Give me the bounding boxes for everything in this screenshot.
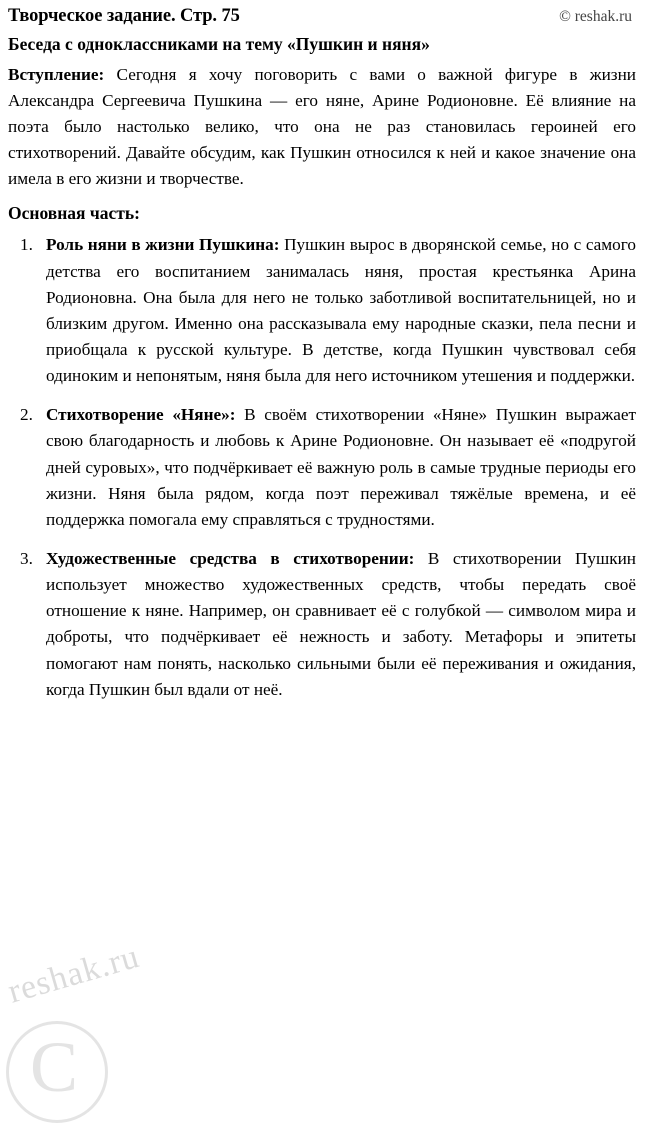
page-title: Творческое задание. Стр. 75	[8, 6, 240, 26]
list-item	[8, 232, 636, 389]
list-item-label: Стихотворение «Няне»:	[46, 405, 236, 425]
intro-paragraph	[8, 62, 636, 193]
list-item-text: В своём стихотворении «Няне» Пушкин выражает свою благодарность и любовь к Арине Родионовне. Он называет её «подругой дней суровых», что подчёркивает её важную роль в самые трудные периоды его жизни. Няня была рядом, когда поэт переживал тяжёлые времена, и её поддержка помогала ему справляться с трудностями.	[46, 405, 636, 529]
intro-text: Сегодня я хочу поговорить с вами о важной фигуре в жизни Александра Сергеевича Пушкина — его няне, Арине Родионовне. Её влияние на поэта было настолько велико, что она не раз становилась героиней его стихотворений. Давайте обсудим, как Пушкин относился к ней и какое значение она имела в его жизни и творчестве.	[8, 64, 636, 189]
list-item	[8, 546, 636, 703]
main-section-heading: Основная часть:	[8, 203, 140, 224]
watermark-word: reshak.ru	[4, 937, 144, 1011]
copyright-notice: © reshak.ru	[559, 8, 632, 25]
site-watermark	[0, 937, 230, 1135]
watermark-circle	[6, 1021, 108, 1123]
list-item-text: В стихотворении Пушкин использует множество художественных средств, чтобы передать своё отношение к няне. Например, он сравнивает её с голубкой — символом мира и доброты, что подчёркивает её нежность и заботу. Метафоры и эпитеты помогают нам понять, насколько сильными были её переживания и ожидания, когда Пушкин был вдали от неё.	[46, 549, 637, 699]
intro-label: Вступление:	[8, 64, 105, 84]
document-header	[8, 6, 636, 27]
main-points-list	[8, 232, 636, 702]
list-item-text: Пушкин вырос в дворянской семье, но с самого детства его воспитанием занималась няня, простая крестьянка Арина Родионовна. Она была для него не только заботливой воспитательницей, но и близким другом. Именно она рассказывала ему народные сказки, пела песни и приобщала к русской культуре. В детстве, когда Пушкин чувствовал себя одиноким и непонятым, няня была для него источником утешения и поддержки.	[46, 235, 636, 386]
list-item-label: Художественные средства в стихотворении:	[46, 549, 415, 568]
document-subtitle: Беседа с одноклассниками на тему «Пушкин и няня»	[8, 34, 430, 54]
list-item-label: Роль няни в жизни Пушкина:	[46, 235, 280, 255]
watermark-letter: C	[30, 1027, 79, 1107]
list-item	[8, 402, 636, 533]
